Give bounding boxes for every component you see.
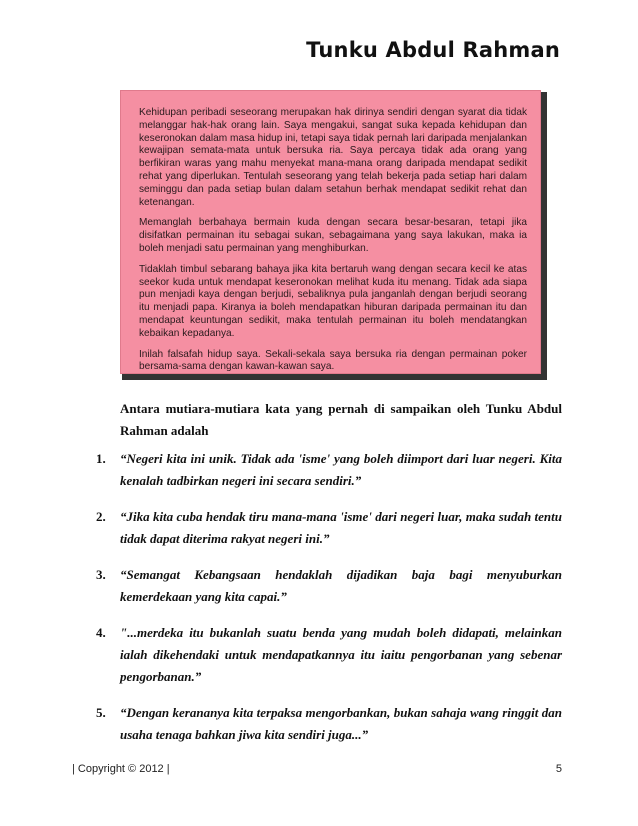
quote-paragraph: Kehidupan peribadi seseorang merupakan hak dirinya sendiri dengan syarat dia tidak melanggar hak-hak orang lain. Saya mengakui, sangat suka kepada kehidupan dan keseronokan dalam masa hidup ini, tetapi saya tidak pernah lari daripada menjalankan kewajipan semata-mata untuk bersuka ria. Saya percaya tidak ada orang yang berfikiran waras yang mahu menyekat mana-mana orang daripada mendapat sedikit rehat yang diperlukan. Tentulah seseorang yang telah bekerja pada setiap hari dalam seminggu dan pada setiap bulan dalam setahun berhak mendapat sedikit rehat dan ketenangan. [139, 107, 527, 208]
list-item [96, 506, 562, 550]
quote-box-shadow-right [541, 92, 547, 379]
list-item-number: 1. [96, 451, 106, 466]
list-item [96, 702, 562, 746]
list-item-text: “Negeri kita ini unik. Tidak ada 'isme' yang boleh diimport dari luar negeri. Kita kenalah tadbirkan negeri ini secara sendiri.” [120, 451, 562, 488]
list-item [96, 564, 562, 608]
list-item-number: 2. [96, 509, 106, 524]
list-item-text: “Jika kita cuba hendak tiru mana-mana 'isme' dari negeri luar, maka sudah tentu tidak dapat diterima rakyat negeri ini.” [120, 509, 562, 546]
list-item [96, 622, 562, 688]
page-title: Tunku Abdul Rahman [306, 38, 560, 62]
list-item-text: “Dengan kerananya kita terpaksa mengorbankan, bukan sahaja wang ringgit dan usaha tenaga bahkan jiwa kita sendiri juga...” [120, 705, 562, 742]
footer-page-number: 5 [555, 763, 562, 775]
list-item-number: 3. [96, 567, 106, 582]
intro-text: Antara mutiara-mutiara kata yang pernah di sampaikan oleh Tunku Abdul Rahman adalah [120, 401, 562, 438]
quote-paragraph: Inilah falsafah hidup saya. Sekali-sekala saya bersuka ria dengan permainan poker bersama-sama dengan kawan-kawan saya. [139, 348, 527, 373]
footer-copyright: | Copyright © 2012 | [72, 763, 170, 775]
quote-paragraph: Memanglah berbahaya bermain kuda dengan secara besar-besaran, tetapi jika disifatkan permainan itu sebagai sukan, sebagaimana yang saya lakukan, maka ia boleh menjadi satu permainan yang menghiburkan. [139, 217, 527, 254]
list-item-number: 5. [96, 705, 106, 720]
list-item-number: 4. [96, 625, 106, 640]
list-item [96, 448, 562, 492]
quote-box-text [139, 107, 527, 382]
quote-paragraph: Tidaklah timbul sebarang bahaya jika kita bertaruh wang dengan secara kecil ke atas seekor kuda untuk mendapat keseronokan melihat kuda itu menang. Tidak ada siapa pun menjadi kaya dengan berjudi, sebaliknya pula janganlah dengan berjudi seorang itu menjadi papa. Kiranya ia boleh mendapatkan hiburan daripada permainan itu dan mendapat keuntungan sedikit, maka tentulah permainan itu boleh mendatangkan kebaikan kepadanya. [139, 263, 527, 339]
list-item-text: “Semangat Kebangsaan hendaklah dijadikan baja bagi menyuburkan kemerdekaan yang kita capai.” [120, 567, 562, 604]
sayings-list [96, 448, 562, 760]
list-item-text: "...merdeka itu bukanlah suatu benda yang mudah boleh didapati, melainkan ialah dikehendaki untuk mendapatkannya itu iaitu pengorbanan yang sebenar pengorbanan.” [120, 625, 562, 684]
